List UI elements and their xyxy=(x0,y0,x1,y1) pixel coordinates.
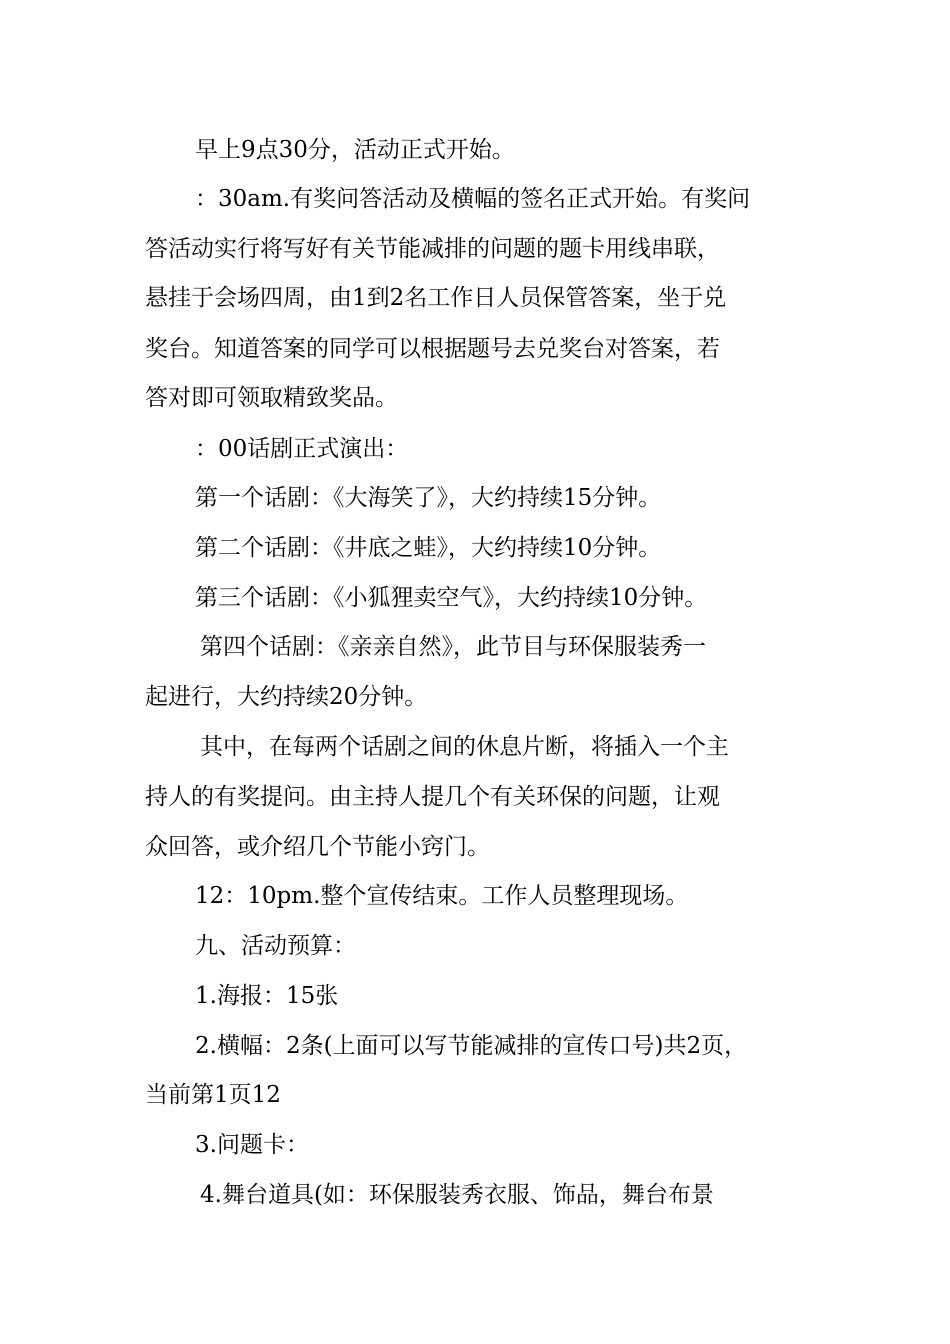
list-item: 3.问题卡： xyxy=(195,1132,309,1158)
paragraph-line: 第三个话剧：《小狐狸卖空气》，大约持续10分钟。 xyxy=(195,585,708,611)
section-heading: 九、活动预算： xyxy=(195,933,356,959)
paragraph-line: 持人的有奖提问。由主持人提几个有关环保的问题，让观 xyxy=(145,784,720,810)
paragraph-line: ：30am.有奖问答活动及横幅的签名正式开始。有奖问 xyxy=(195,186,751,212)
list-item: 4.舞台道具(如：环保服装秀衣服、饰品，舞台布景 xyxy=(200,1182,714,1208)
paragraph-line: 第一个话剧：《大海笑了》，大约持续15分钟。 xyxy=(195,485,662,511)
paragraph-line: 当前第1页12 xyxy=(145,1082,281,1108)
paragraph-line: ：00话剧正式演出： xyxy=(195,436,409,462)
paragraph-line: 12：10pm.整个宣传结束。工作人员整理现场。 xyxy=(195,883,689,909)
paragraph-line: 起进行，大约持续20分钟。 xyxy=(145,684,428,710)
list-item: 2.横幅：2条(上面可以写节能减排的宣传口号)共2页， xyxy=(195,1033,748,1059)
paragraph-line: 早上9点30分，活动正式开始。 xyxy=(195,137,515,163)
paragraph-line: 答对即可领取精致奖品。 xyxy=(145,385,398,411)
paragraph-line: 奖台。知道答案的同学可以根据题号去兑奖台对答案，若 xyxy=(145,336,720,362)
paragraph-line: 其中，在每两个话剧之间的休息片断，将插入一个主 xyxy=(200,734,729,760)
paragraph-line: 第二个话剧：《井底之蛙》，大约持续10分钟。 xyxy=(195,535,662,561)
paragraph-line: 众回答，或介绍几个节能小窍门。 xyxy=(145,834,490,860)
paragraph-line: 答活动实行将写好有关节能减排的问题的题卡用线串联， xyxy=(145,236,720,262)
paragraph-line: 悬挂于会场四周，由1到2名工作日人员保管答案，坐于兑 xyxy=(145,285,727,311)
list-item: 1.海报：15张 xyxy=(195,983,339,1009)
paragraph-line: 第四个话剧：《亲亲自然》，此节目与环保服装秀一 xyxy=(200,634,706,660)
